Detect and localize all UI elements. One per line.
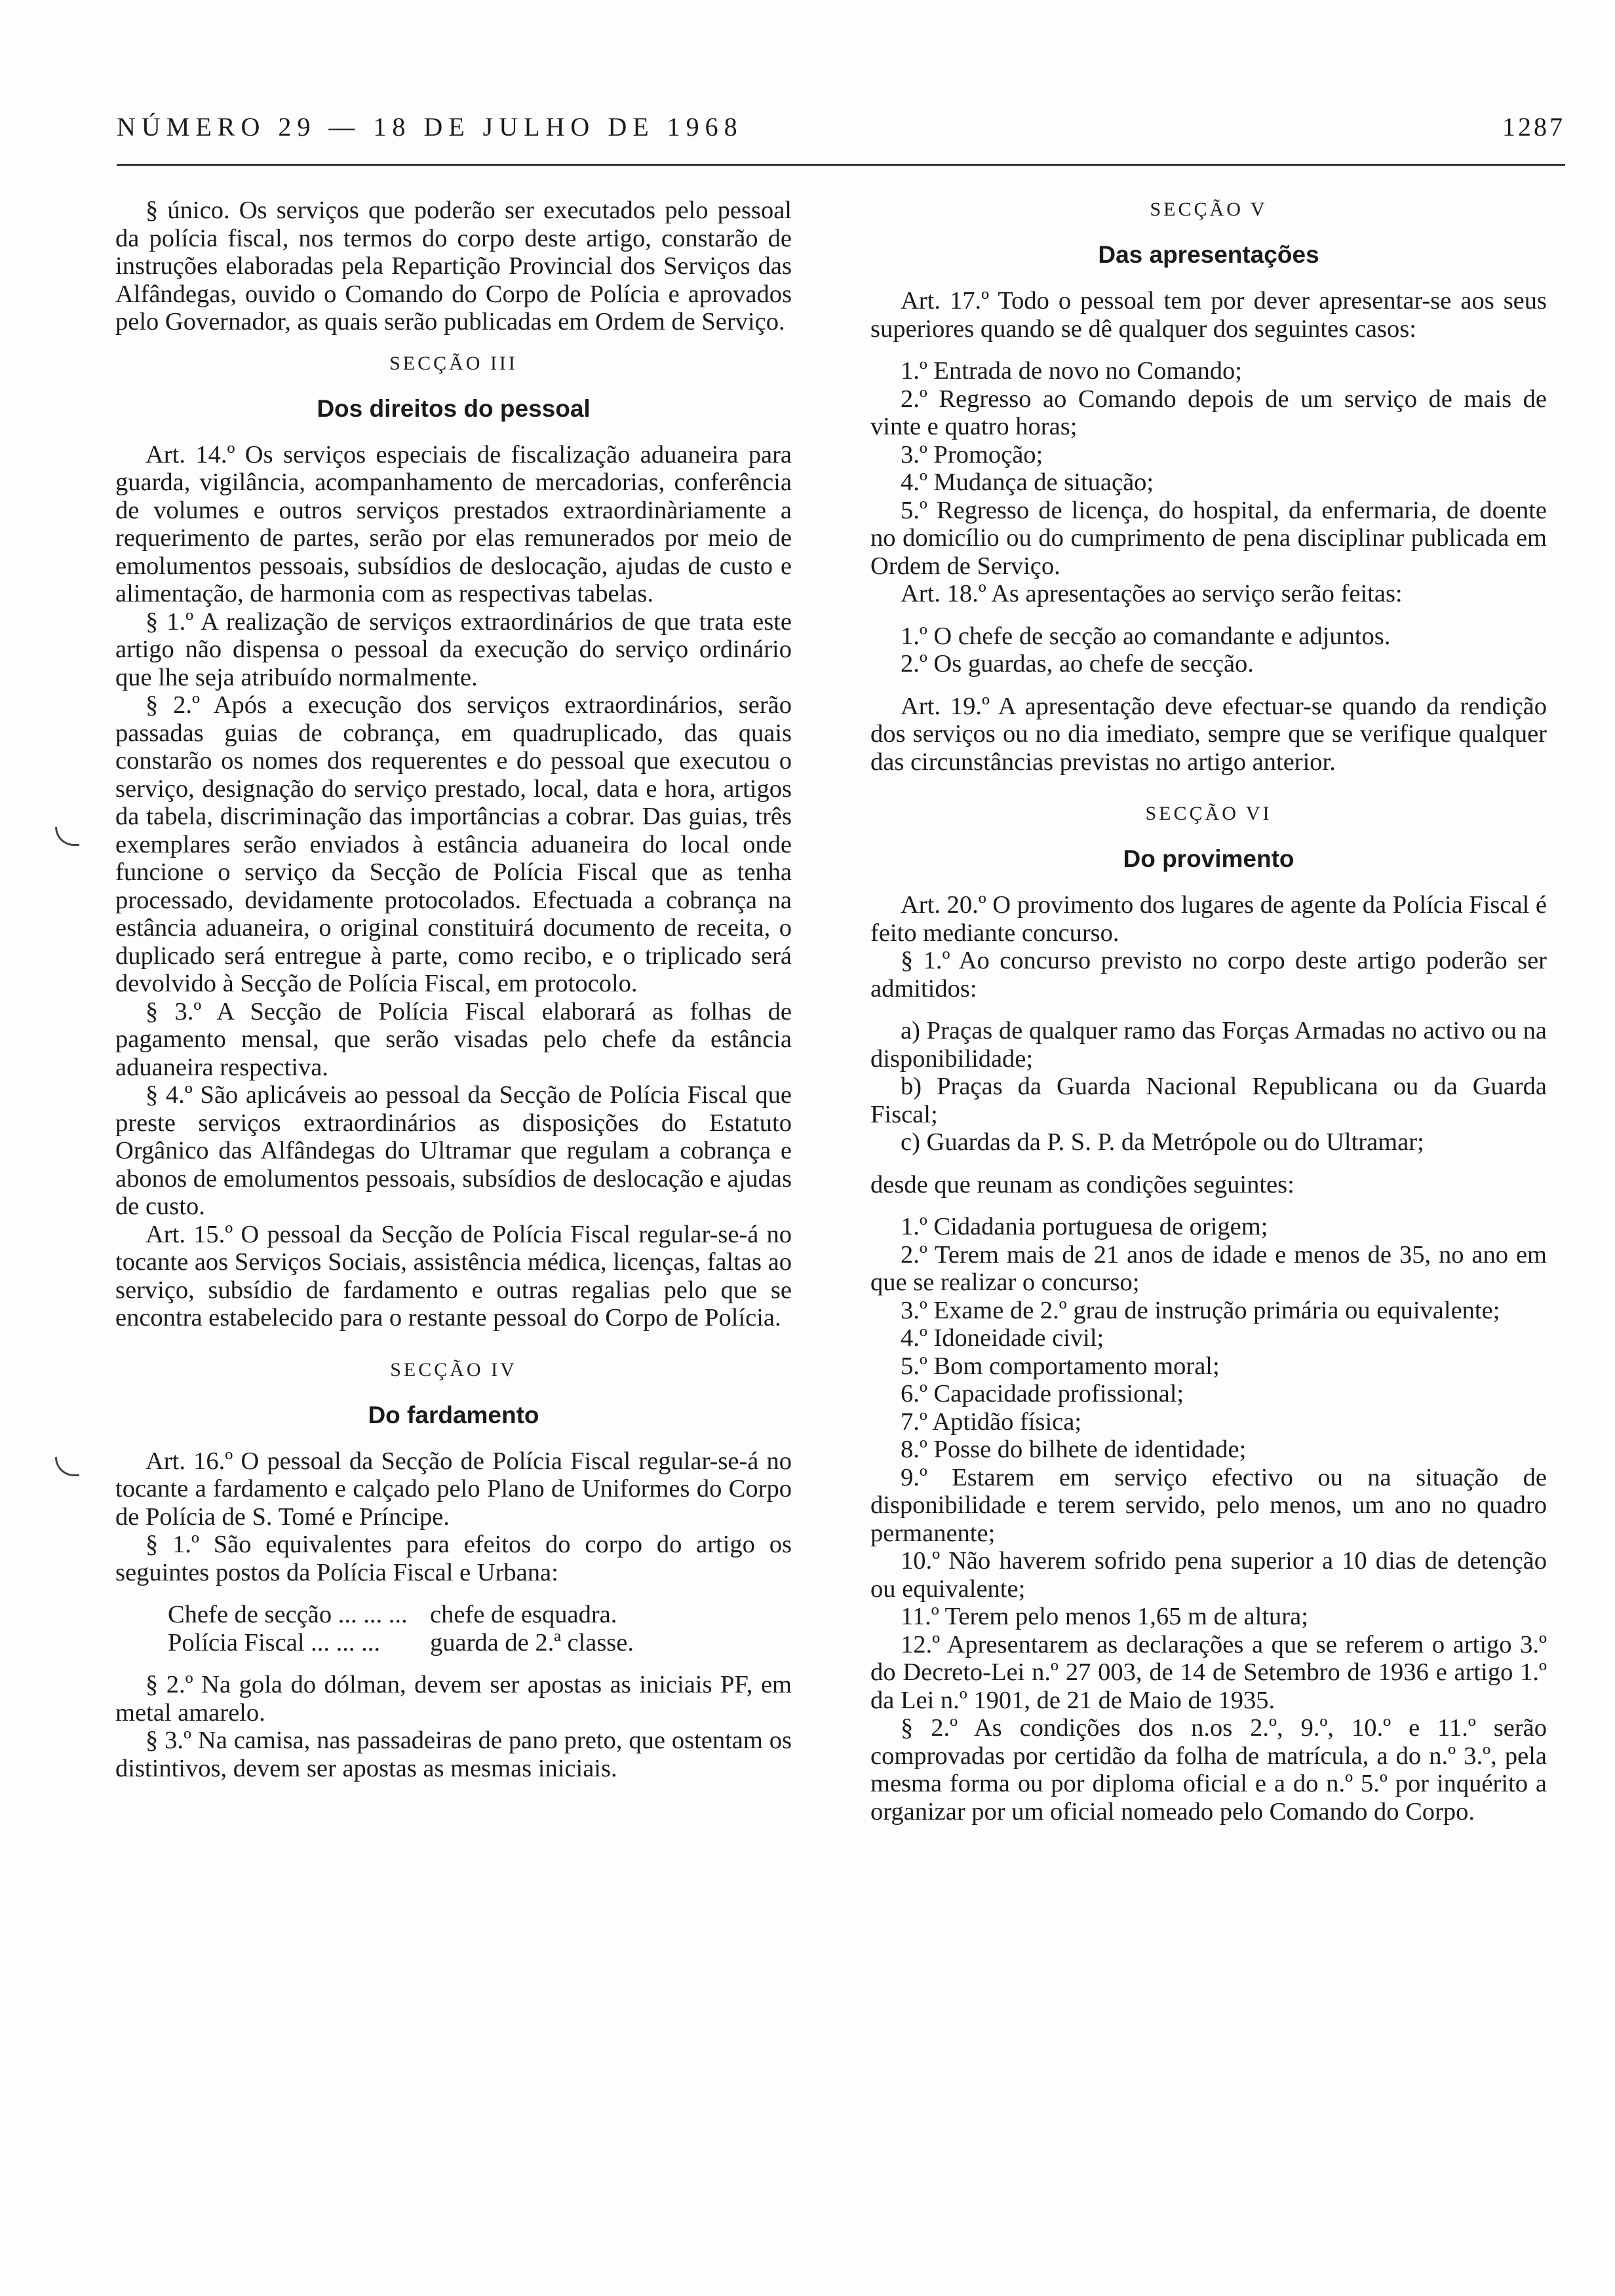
art-17-item: 2.º Regresso ao Comando depois de um serviço de mais de vinte e quatro horas; <box>870 385 1547 440</box>
condition-item: 12.º Apresentarem as declarações a que se referem o artigo 3.º do Decreto-Lei n.º 27 003, de 14 de Setembro de 1936 e artigo 1.º da Lei n.º 1901, de 21 de Maio de 1935. <box>870 1630 1547 1714</box>
art-17-item: 4.º Mudança de situação; <box>901 469 1154 496</box>
section-5-title: Das apresentações <box>1098 241 1319 268</box>
condition-item: 8.º Posse do bilhete de identidade; <box>901 1436 1247 1463</box>
condition-item: 7.º Aptidão física; <box>901 1407 1082 1436</box>
art-17-item: 1.º Entrada de novo no Comando; <box>901 357 1242 385</box>
condition-item: 6.º Capacidade profissional; <box>901 1380 1184 1407</box>
art-18-item: 2.º Os guardas, ao chefe de secção. <box>901 650 1254 678</box>
condition-item: 11.º Terem pelo menos 1,65 m de altura; <box>901 1603 1308 1630</box>
paragraph-unico: § único. Os serviços que poderão ser executados pelo pessoal da polícia fiscal, nos termos do corpo deste artigo, constarão de instruções elaboradas pela Repartição Provincial dos Serviços das Alfândegas, ouvido o Comando do Corpo de Polícia e aprovados pelo Governador, as quais serão publicadas em Ordem de Serviço. <box>115 197 792 335</box>
art-17: Art. 17.º Todo o pessoal tem por dever apresentar-se aos seus superiores quando se dê qualquer dos seguintes casos: <box>870 287 1547 343</box>
fiscal-rank: Chefe de secção ... ... ... <box>168 1601 408 1628</box>
conditions-intro: desde que reunam as condições seguintes: <box>870 1170 1294 1198</box>
condition-item: 9.º Estarem em serviço efectivo ou na situação de disponibilidade e terem servido, pelo menos, um ano no quadro permanente; <box>870 1463 1547 1547</box>
equivalence-row <box>168 1601 792 1629</box>
art-14-paragraph-3: § 3.º A Secção de Polícia Fiscal elaborará as folhas de pagamento mensal, que serão visadas pelo chefe da estância aduaneira respectiva. <box>115 997 792 1081</box>
left-column <box>115 197 792 1782</box>
condition-item: 1.º Cidadania portuguesa de origem; <box>901 1213 1268 1240</box>
condition-item: 5.º Bom comportamento moral; <box>901 1352 1220 1380</box>
art-16-paragraph-1: § 1.º São equivalentes para efeitos do corpo do artigo os seguintes postos da Polícia Fiscal e Urbana: <box>115 1531 792 1586</box>
art-20-paragraph-1: § 1.º Ao concurso previsto no corpo deste artigo poderão ser admitidos: <box>870 947 1547 1003</box>
page-number: 1287 <box>1502 112 1565 142</box>
art-20-paragraph-2: § 2.º As condições dos n.os 2.º, 9.º, 10.º e 11.º serão comprovadas por certidão da folha de matrícula, a do n.º 3.º, pela mesma forma ou por diploma oficial e a do n.º 5.º por inquérito a organizar por um oficial nomeado pelo Comando do Corpo. <box>870 1714 1547 1826</box>
section-3-title: Dos direitos do pessoal <box>317 394 591 422</box>
art-19: Art. 19.º A apresentação deve efectuar-se quando da rendição dos serviços ou no dia imediato, sempre que se verifique qualquer das circunstâncias previstas no artigo anterior. <box>870 692 1547 776</box>
art-15: Art. 15.º O pessoal da Secção de Polícia Fiscal regular-se-á no tocante aos Serviços Sociais, assistência médica, licenças, faltas ao serviço, subsídio de fardamento e outras regalias pelo que se encontra estabelecido para o restante pessoal do Corpo de Polícia. <box>115 1220 792 1331</box>
art-20-letter-item: c) Guardas da P. S. P. da Metrópole ou do Ultramar; <box>901 1128 1424 1156</box>
section-6-title: Do provimento <box>1123 845 1294 872</box>
art-14: Art. 14.º Os serviços especiais de fiscalização aduaneira para guarda, vigilância, acompanhamento de mercadorias, conferência de volumes e outros serviços prestados extraordinàriamente a requerimento de partes, serão por elas remunerados por meio de emolumentos pessoais, subsídios de deslocação, ajudas de custo e alimentação, de harmonia com as respectivas tabelas. <box>115 440 792 607</box>
art-18: Art. 18.º As apresentações ao serviço serão feitas: <box>901 580 1403 607</box>
art-18-item: 1.º O chefe de secção ao comandante e adjuntos. <box>901 622 1391 650</box>
section-3-label: SECÇÃO III <box>389 352 518 374</box>
art-17-item: 5.º Regresso de licença, do hospital, da enfermaria, de doente no domicílio ou do cumprimento de pena disciplinar publicada em Ordem de Serviço. <box>870 496 1547 580</box>
section-4-label: SECÇÃO IV <box>390 1358 517 1381</box>
equivalence-row <box>168 1629 792 1657</box>
art-17-item: 3.º Promoção; <box>901 440 1043 469</box>
art-16-paragraph-3: § 3.º Na camisa, nas passadeiras de pano preto, que ostentam os distintivos, devem ser apostas as mesmas iniciais. <box>115 1727 792 1782</box>
condition-item: 3.º Exame de 2.º grau de instrução primária ou equivalente; <box>901 1296 1500 1324</box>
art-20: Art. 20.º O provimento dos lugares de agente da Polícia Fiscal é feito mediante concurso. <box>870 891 1547 947</box>
right-column <box>870 197 1547 1826</box>
art-16: Art. 16.º O pessoal da Secção de Polícia Fiscal regular-se-á no tocante a fardamento e calçado pelo Plano de Uniformes do Corpo de Polícia de S. Tomé e Príncipe. <box>115 1447 792 1531</box>
condition-item: 10.º Não haverem sofrido pena superior a 10 dias de detenção ou equivalente; <box>870 1547 1547 1603</box>
art-20-letter-item: b) Praças da Guarda Nacional Republicana ou da Guarda Fiscal; <box>870 1073 1547 1128</box>
urban-rank: guarda de 2.ª classe. <box>430 1628 634 1656</box>
page-header <box>117 111 1565 153</box>
section-4-title: Do fardamento <box>368 1401 539 1428</box>
art-20-letter-item: a) Praças de qualquer ramo das Forças Armadas no activo ou na disponibilidade; <box>870 1017 1547 1073</box>
running-title: NÚMERO 29 — 18 DE JULHO DE 1968 <box>117 112 743 142</box>
art-14-paragraph-1: § 1.º A realização de serviços extraordinários de que trata este artigo não dispensa o pessoal da execução do serviço ordinário que lhe seja atribuído normalmente. <box>115 607 792 691</box>
equivalence-table <box>168 1601 792 1656</box>
art-14-paragraph-2: § 2.º Após a execução dos serviços extraordinários, serão passadas guias de cobrança, em quadruplicado, das quais constarão os nomes dos requerentes e do pessoal que executou o serviço, designação do serviço prestado, local, data e hora, artigos da tabela, discriminação das importâncias a cobrar. Das guias, três exemplares serão enviados à estância aduaneira do local onde funcione o serviço da Secção de Polícia Fiscal que as tenha processado, devidamente protocolados. Efectuada a cobrança na estância aduaneira, o original constituirá documento de receita, o duplicado será entregue à parte, como recibo, e o triplicado será devolvido à Secção de Polícia Fiscal, em protocolo. <box>115 691 792 997</box>
condition-item: 4.º Idoneidade civil; <box>901 1324 1104 1352</box>
section-6-label: SECÇÃO VI <box>1145 803 1272 824</box>
art-16-paragraph-2: § 2.º Na gola do dólman, devem ser apostas as iniciais PF, em metal amarelo. <box>115 1671 792 1727</box>
urban-rank: chefe de esquadra. <box>430 1601 617 1628</box>
fiscal-rank: Polícia Fiscal ... ... ... <box>168 1628 381 1656</box>
margin-mark <box>55 827 79 846</box>
header-rule <box>117 164 1565 166</box>
margin-mark <box>55 1457 79 1476</box>
section-5-label: SECÇÃO V <box>1150 199 1268 220</box>
art-14-paragraph-4: § 4.º São aplicáveis ao pessoal da Secção de Polícia Fiscal que preste serviços extraordinários as disposições do Estatuto Orgânico das Alfândegas do Ultramar que regulam a cobrança e abonos de emolumentos pessoais, subsídios de deslocação e ajudas de custo. <box>115 1081 792 1220</box>
condition-item: 2.º Terem mais de 21 anos de idade e menos de 35, no ano em que se realizar o concurso; <box>870 1240 1547 1296</box>
